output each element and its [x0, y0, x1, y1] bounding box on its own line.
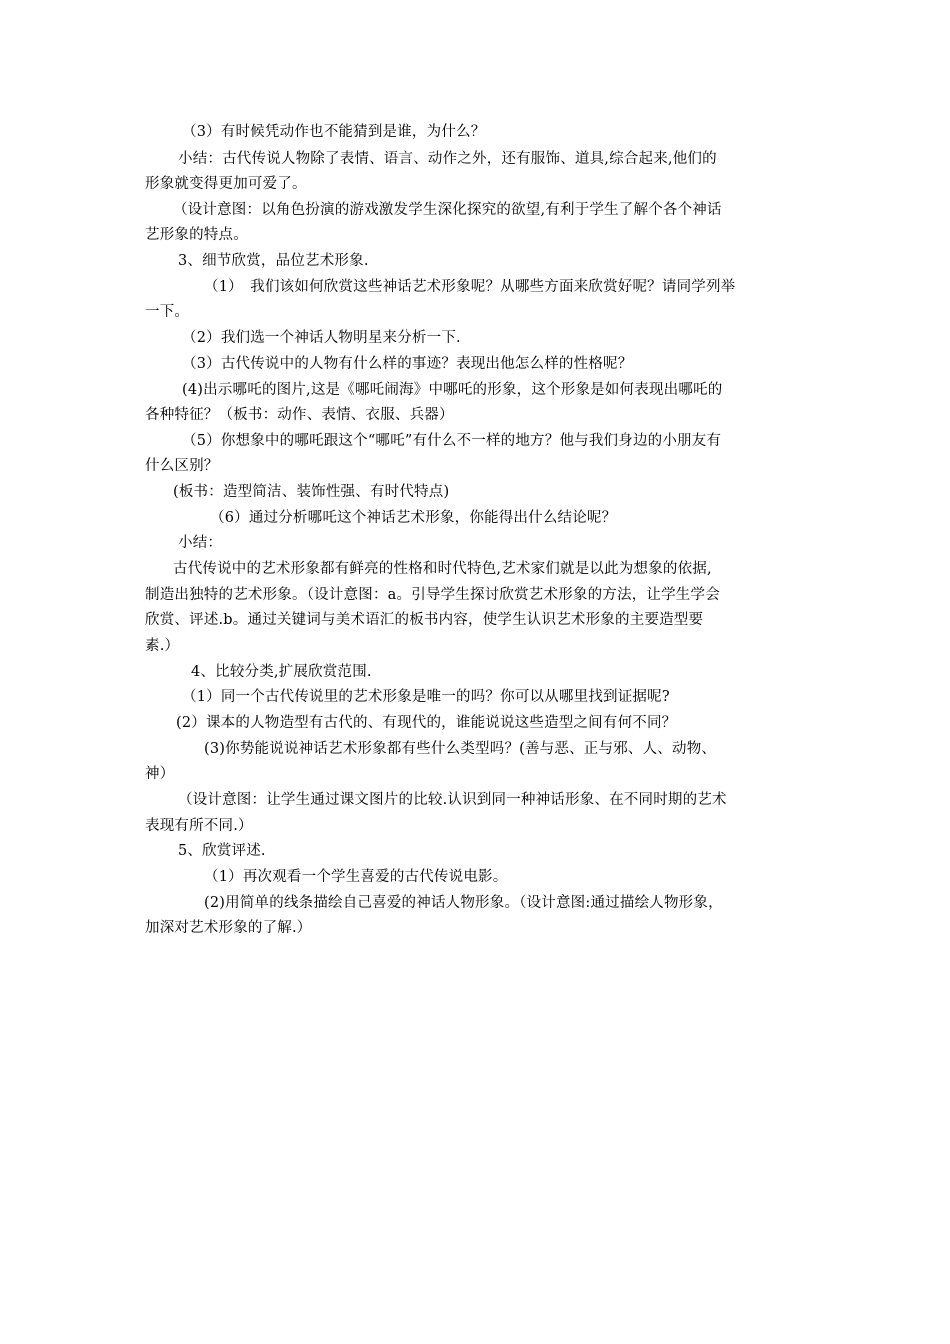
text-line: 小结：古代传说人物除了表情、语言、动作之外，还有服饰、道具,综合起来,他们的	[178, 151, 717, 167]
text-line: （6）通过分析哪吒这个神话艺术形象，你能得出什么结论呢？	[210, 510, 617, 526]
text-line: （3）古代传说中的人物有什么样的事迹？表现出他怎么样的性格呢？	[182, 356, 633, 372]
text-line: 神）	[145, 766, 175, 782]
text-line: （1） 我们该如何欣赏这些神话艺术形象呢？从哪些方面来欣赏好呢？请同学列举	[204, 279, 736, 295]
text-line: 小结：	[178, 535, 223, 551]
text-line: （1）再次观看一个学生喜爱的古代传说电影。	[204, 869, 508, 885]
text-line: 3、细节欣赏，品位艺术形象.	[178, 253, 369, 269]
text-line: （2）我们选一个神话人物明星来分析一下.	[182, 330, 461, 346]
text-line: 欣赏、评述.b。通过关键词与美术语汇的板书内容，使学生认识艺术形象的主要造型要	[145, 612, 704, 628]
text-line: 什么区别？	[145, 458, 219, 474]
text-line: 加深对艺术形象的了解.）	[145, 920, 312, 936]
text-line: （1）同一个古代传说里的艺术形象是唯一的吗？你可以从哪里找到证据呢?	[182, 689, 670, 705]
text-line: (4)出示哪吒的图片,这是《哪吒闹海》中哪吒的形象，这个形象是如何表现出哪吒的	[182, 382, 723, 398]
text-line: （3）有时候凭动作也不能猜到是谁，为什么？	[182, 124, 486, 140]
text-line: 表现有所不同.）	[145, 818, 253, 834]
text-line: 制造出独特的艺术形象。（设计意图：a。引导学生探讨欣赏艺术形象的方法，让学生学会	[145, 587, 720, 603]
text-line: （设计意图：以角色扮演的游戏激发学生深化探究的欲望,有利于学生了解个各个神话	[173, 202, 722, 218]
text-line: 艺形象的特点。	[145, 227, 248, 243]
text-line: (2)用简单的线条描绘自己喜爱的神话人物形象。（设计意图:通过描绘人物形象，	[204, 895, 723, 911]
text-line: 各种特征？（板书：动作、表情、衣服、兵器）	[145, 407, 454, 423]
text-line: (3)你势能说说神话艺术形象都有些什么类型吗？(善与恶、正与邪、人、动物、	[204, 741, 717, 757]
text-line: 形象就变得更加可爱了。	[145, 176, 307, 192]
text-line: 古代传说中的艺术形象都有鲜亮的性格和时代特色,艺术家们就是以此为想象的依据,	[173, 561, 712, 577]
text-line: (2）课本的人物造型有古代的、有现代的，谁能说说这些造型之间有何不同？	[176, 715, 677, 731]
text-line: 5、欣赏评述.	[178, 843, 266, 859]
text-line: 4、比较分类,扩展欣赏范围.	[191, 664, 372, 680]
text-line: （5）你想象中的哪吒跟这个“哪吒”有什么不一样的地方？他与我们身边的小朋友有	[182, 433, 722, 449]
text-line: (板书：造型简洁、装饰性强、有时代特点)	[173, 484, 450, 500]
text-line: 一下。	[145, 304, 190, 320]
text-line: 素.）	[145, 638, 180, 654]
text-line: （设计意图：让学生通过课文图片的比较.认识到同一种神话形象、在不同时期的艺术	[178, 792, 727, 808]
